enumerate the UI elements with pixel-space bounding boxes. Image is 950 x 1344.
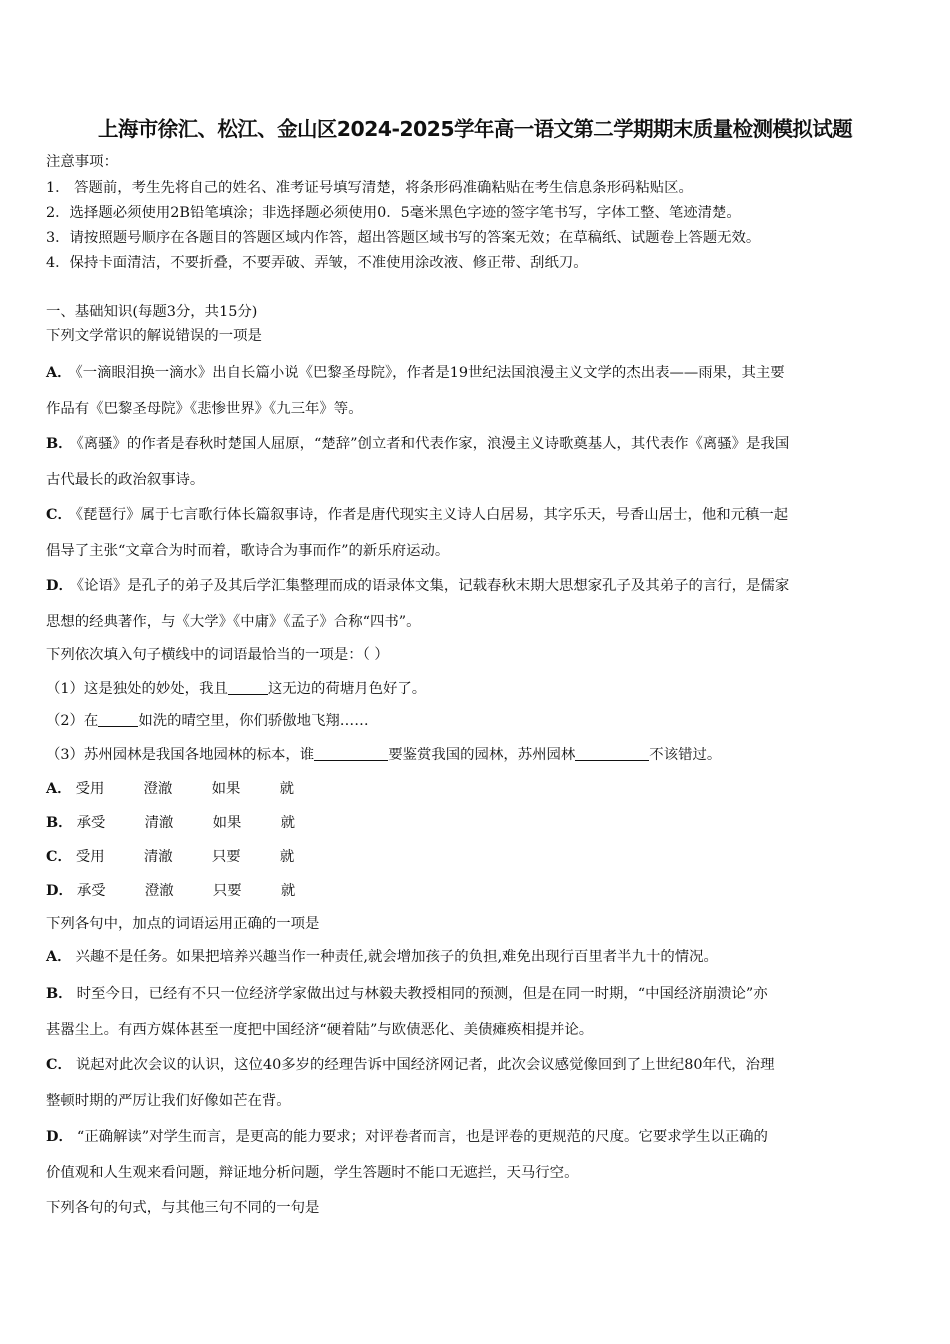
option-text-cont: 思想的经典著作，与《大学》《中庸》《孟子》合称“四书”。 [46, 614, 421, 630]
sentence-text: （3）苏州园林是我国各地园林的标本，谁 [46, 747, 315, 763]
sentence-1 [46, 679, 426, 699]
option-text: 《论语》是孔子的弟子及其后学汇集整理而成的语录体文集，记载春秋末期大思想家孔子及其弟子的言行，是儒家 [76, 578, 790, 594]
option-word: 受用 [75, 849, 105, 865]
option-c [46, 505, 788, 525]
option-label: C． [46, 848, 72, 865]
option-word: 就 [279, 781, 294, 797]
option-d [46, 576, 789, 596]
option-word: 就 [280, 883, 296, 899]
option-word: 清澈 [144, 815, 174, 831]
option-word: 只要 [211, 849, 241, 865]
option-text: 《一滴眼泪换一滴水》出自长篇小说《巴黎圣母院》，作者是19世纪法国浪漫主义文学的杰出表——雨果，其主要 [75, 365, 785, 381]
option-text-cont: 古代最长的政治叙事诗。 [46, 472, 205, 488]
option-text-cont: 作品有《巴黎圣母院》《悲惨世界》《九三年》等。 [46, 401, 363, 417]
notice-item: 3．请按照题号顺序在各题目的答题区域内作答，超出答题区域书写的答案无效；在草稿纸、试题卷上答题无效。 [46, 230, 761, 246]
option-b [46, 813, 295, 833]
sentence-3 [46, 745, 721, 765]
option-b [46, 434, 789, 454]
option-text: 说起对此次会议的认识，这位40多岁的经理告诉中国经济网记者，此次会议感觉像回到了上世纪80年代，治理 [75, 1057, 775, 1073]
option-a [46, 947, 718, 967]
option-text: 兴趣不是任务。如果把培养兴趣当作一种责任,就会增加孩子的负担,难免出现行百里者半九十的情况。 [75, 949, 718, 965]
option-text-cont: 整顿时期的严厉让我们好像如芒在背。 [46, 1093, 291, 1109]
sentence-text: 如洗的晴空里，你们骄傲地飞翔…… [138, 713, 369, 729]
blank-line [228, 680, 268, 695]
notice-item: 4．保持卡面清洁，不要折叠，不要弄破、弄皱，不准使用涂改液、修正带、刮纸刀。 [46, 255, 588, 271]
sentence-text: 不该错过。 [649, 747, 722, 763]
notice-item: 2．选择题必须使用2B铅笔填涂；非选择题必须使用0．5毫米黑色字迹的签字笔书写，字体工整、笔迹清楚。 [46, 205, 741, 221]
option-label: D． [46, 1128, 73, 1145]
page-title: 上海市徐汇、松江、金山区2024-2025学年高一语文第二学期期末质量检测模拟试题 [97, 117, 853, 141]
option-label: A． [46, 780, 72, 797]
option-text: 《琵琶行》属于七言歌行体长篇叙事诗，作者是唐代现实主义诗人白居易，其字乐天，号香山居士，他和元稹一起 [75, 507, 789, 523]
option-word: 只要 [212, 883, 242, 899]
option-word: 就 [280, 815, 295, 831]
question-stem: 下列文学常识的解说错误的一项是 [46, 328, 262, 344]
sentence-text: （2）在 [46, 713, 99, 729]
question-stem: 下列各句的句式，与其他三句不同的一句是 [46, 1200, 320, 1216]
option-word: 如果 [211, 781, 241, 797]
section-heading: 一、基础知识(每题3分，共15分) [46, 304, 258, 320]
option-word: 清澈 [143, 849, 173, 865]
option-text: 时至今日，已经有不只一位经济学家做出过与林毅夫教授相同的预测，但是在同一时期，“中国经济崩溃论”亦 [76, 986, 768, 1002]
option-word: 受用 [75, 781, 105, 797]
option-text-cont: 甚嚣尘上。有西方媒体甚至一度把中国经济“硬着陆”与欧债恶化、美债瘫痪相提并论。 [46, 1022, 594, 1038]
option-label: D． [46, 882, 73, 899]
option-label: B． [46, 435, 73, 452]
option-label: A． [46, 948, 72, 965]
option-label: A． [46, 364, 72, 381]
blank-line [314, 746, 388, 761]
option-a [46, 363, 785, 383]
option-word: 就 [279, 849, 295, 865]
option-word: 承受 [76, 883, 106, 899]
option-label: C． [46, 1056, 72, 1073]
option-label: D． [46, 577, 73, 594]
question-stem: 下列依次填入句子横线中的词语最恰当的一项是：（ ） [46, 647, 389, 663]
option-word: 承受 [76, 815, 106, 831]
blank-line [575, 746, 649, 761]
option-d [46, 1127, 768, 1147]
option-b [46, 984, 768, 1004]
sentence-text: 要鉴赏我国的园林，苏州园林 [388, 747, 576, 763]
option-a [46, 779, 294, 799]
option-word: 如果 [212, 815, 242, 831]
question-stem: 下列各句中，加点的词语运用正确的一项是 [46, 916, 320, 932]
option-c [46, 847, 294, 867]
option-label: C． [46, 506, 72, 523]
option-text: 《离骚》的作者是春秋时楚国人屈原，“楚辞”创立者和代表作家，浪漫主义诗歌奠基人，其代表作《离骚》是我国 [76, 436, 790, 452]
option-word: 澄澈 [143, 781, 173, 797]
option-text-cont: 价值观和人生观来看问题，辩证地分析问题，学生答题时不能口无遮拦，天马行空。 [46, 1165, 579, 1181]
notice-item: 1． 答题前，考生先将自己的姓名、准考证号填写清楚，将条形码准确粘贴在考生信息条形码粘贴区。 [46, 180, 693, 196]
sentence-text: 这无边的荷塘月色好了。 [267, 681, 427, 697]
option-text: “正确解读”对学生而言，是更高的能力要求；对评卷者而言，也是评卷的更规范的尺度。它要求学生以正确的 [76, 1129, 768, 1145]
option-d [46, 881, 295, 901]
notice-heading: 注意事项： [46, 154, 118, 170]
sentence-2 [46, 711, 369, 731]
option-c [46, 1055, 774, 1075]
option-text-cont: 倡导了主张“文章合为时而着，歌诗合为事而作”的新乐府运动。 [46, 543, 450, 559]
option-label: B． [46, 814, 73, 831]
option-word: 澄澈 [144, 883, 174, 899]
option-label: B． [46, 985, 73, 1002]
blank-line [98, 712, 138, 727]
sentence-text: （1）这是独处的妙处，我且 [46, 681, 228, 697]
